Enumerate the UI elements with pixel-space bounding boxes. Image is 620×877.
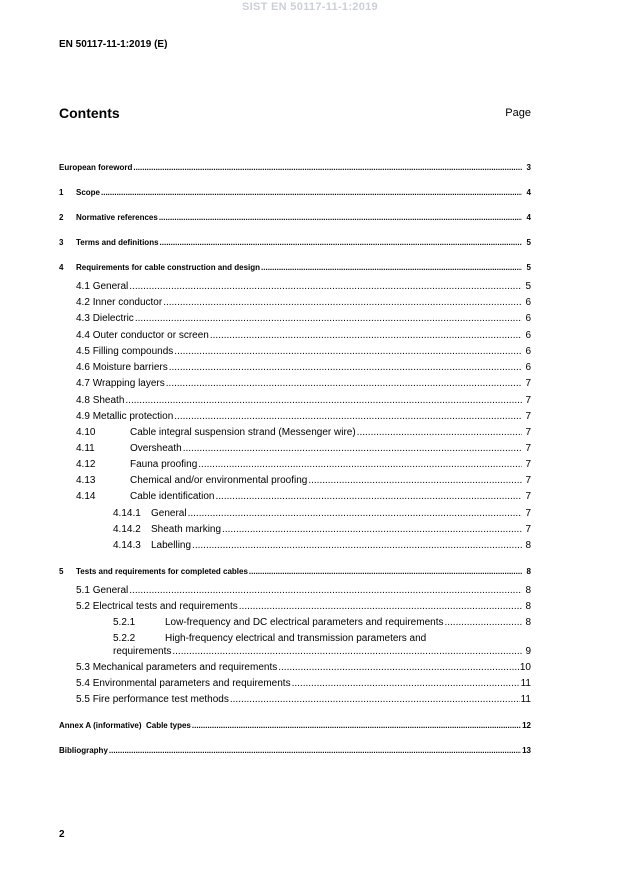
- toc-entry-title: Normative references: [76, 213, 158, 222]
- toc-entry-5-2-1[interactable]: [113, 617, 531, 629]
- dot-leader: [292, 678, 520, 690]
- toc-entry-title: Filling compounds: [92, 346, 174, 357]
- dot-leader: [169, 362, 522, 374]
- dot-leader: [239, 601, 522, 613]
- toc-entry-number: 4.7: [76, 378, 90, 389]
- toc-entry-number: 5.3: [76, 662, 90, 673]
- dot-leader: [192, 720, 521, 732]
- toc-entry-title: Sheath marking: [151, 524, 222, 535]
- toc-entry-5-1[interactable]: [76, 585, 531, 597]
- toc-entry-number: 4.4: [76, 330, 90, 341]
- toc-entry-title: Outer conductor or screen: [92, 330, 209, 341]
- toc-entry-page: 7: [525, 475, 531, 486]
- toc-entry-5-4[interactable]: [76, 678, 531, 690]
- toc-entry-number: 4.14.3: [113, 540, 141, 551]
- toc-entry-page: 5: [526, 263, 531, 272]
- toc-entry-number: 5.2.2: [113, 633, 136, 644]
- toc-entry-page: 7: [525, 524, 531, 535]
- toc-entry-4-10[interactable]: [76, 427, 531, 439]
- toc-entry-number: 4.13: [76, 475, 96, 486]
- toc-entry-number: 4.14.1: [113, 508, 141, 519]
- toc-entry-4-2[interactable]: [76, 297, 531, 309]
- dot-leader: [249, 566, 522, 578]
- toc-entry-number: 5: [59, 567, 64, 576]
- toc-entry-page: 7: [525, 378, 531, 389]
- toc-entry-title: Mechanical parameters and requirements: [92, 662, 278, 673]
- toc-entry-terms-and-definitions[interactable]: [59, 237, 531, 249]
- dot-leader: [216, 491, 523, 503]
- toc-entry-4-9[interactable]: [76, 411, 531, 423]
- toc-entry-number: 1: [59, 188, 64, 197]
- dot-leader: [163, 297, 522, 309]
- dot-leader: [135, 313, 522, 325]
- toc-entry-page: 8: [526, 567, 531, 576]
- toc-entry-page: 4: [526, 188, 531, 197]
- toc-entry-page: 7: [525, 443, 531, 454]
- toc-entry-title: Cable integral suspension strand (Messenger wire): [130, 427, 356, 438]
- toc-entry-4-6[interactable]: [76, 362, 531, 374]
- toc-entry-title: Requirements for cable construction and design: [76, 263, 261, 272]
- toc-entry-4-5[interactable]: [76, 346, 531, 358]
- toc-entry-page: 13: [522, 746, 531, 755]
- toc-entry-page: 7: [525, 395, 531, 406]
- toc-entry-number: 4.2: [76, 297, 90, 308]
- toc-entry-5-2[interactable]: [76, 601, 531, 613]
- toc-entry-page: 6: [525, 330, 531, 341]
- toc-entry-page: 4: [526, 213, 531, 222]
- toc-entry-title: Electrical tests and requirements: [92, 601, 238, 612]
- dot-leader: [230, 694, 520, 706]
- dot-leader: [444, 617, 522, 629]
- toc-entry-page: 9: [525, 646, 531, 657]
- dot-leader: [198, 459, 522, 471]
- toc-entry-title: Moisture barriers: [92, 362, 168, 373]
- toc-entry-page: 7: [525, 491, 531, 502]
- toc-entry-title: Sheath: [92, 395, 125, 406]
- toc-entry-page: 7: [525, 427, 531, 438]
- toc-entry-page: 11: [520, 678, 531, 689]
- dot-leader: [109, 745, 521, 757]
- dot-leader: [129, 281, 522, 293]
- toc-entry-4-14-2[interactable]: [113, 524, 531, 536]
- toc-entry-number: 4.14: [76, 491, 96, 502]
- dot-leader: [159, 212, 522, 224]
- toc-entry-page: 6: [525, 297, 531, 308]
- dot-leader: [160, 237, 522, 249]
- toc-entry-title: Bibliography: [59, 746, 108, 755]
- dot-leader: [222, 524, 522, 536]
- toc-entry-4-1[interactable]: [76, 281, 531, 293]
- toc-entry-number: 4.10: [76, 427, 96, 438]
- dot-leader: [308, 475, 522, 487]
- dot-leader: [278, 662, 519, 674]
- toc-entry-european-foreword[interactable]: [59, 162, 531, 174]
- toc-entry-page: 5: [525, 281, 531, 292]
- toc-entry-page: 7: [525, 508, 531, 519]
- toc-entry-4-13[interactable]: [76, 475, 531, 487]
- toc-entry-title: Cable identification: [130, 491, 215, 502]
- toc-entry-number: 4.14.2: [113, 524, 141, 535]
- toc-entry-title: Chemical and/or environmental proofing: [130, 475, 308, 486]
- toc-entry-requirements-construction[interactable]: [59, 262, 531, 274]
- dot-leader: [125, 395, 522, 407]
- dot-leader: [129, 585, 522, 597]
- toc-entry-5-5[interactable]: [76, 694, 531, 706]
- toc-entry-5-2-2-first-line[interactable]: [113, 633, 426, 645]
- toc-entry-page: 6: [525, 313, 531, 324]
- toc-entry-title: General: [151, 508, 187, 519]
- watermark: SIST EN 50117-11-1:2019: [242, 1, 378, 13]
- toc-entry-number: 5.2: [76, 601, 90, 612]
- toc-entry-tests-and-requirements[interactable]: [59, 566, 531, 578]
- toc-entry-number: 5.2.1: [113, 617, 136, 628]
- toc-entry-5-2-2[interactable]: [113, 646, 531, 658]
- toc-entry-title: High-frequency electrical and transmission parameters and: [165, 633, 427, 644]
- dot-leader: [192, 540, 522, 552]
- toc-entry-number: 4.3: [76, 313, 90, 324]
- toc-entry-number: 4.5: [76, 346, 90, 357]
- toc-entry-title: Environmental parameters and requirements: [92, 678, 291, 689]
- dot-leader: [183, 443, 522, 455]
- toc-entry-title: Terms and definitions: [76, 238, 159, 247]
- toc-entry-title: General: [92, 281, 129, 292]
- toc-entry-page: 8: [525, 540, 531, 551]
- toc-entry-number: 3: [59, 238, 64, 247]
- toc-entry-page: 7: [525, 459, 531, 470]
- toc-entry-number: 5.1: [76, 585, 90, 596]
- toc-entry-number: 4.12: [76, 459, 96, 470]
- toc-entry-page: 7: [525, 411, 531, 422]
- toc-entry-title-continued: requirements: [113, 646, 172, 657]
- toc-entry-page: 6: [525, 362, 531, 373]
- toc-entry-page: 12: [522, 721, 531, 730]
- document-id: EN 50117-11-1:2019 (E): [59, 39, 168, 50]
- toc-entry-title: Fire performance test methods: [92, 694, 229, 705]
- toc-entry-title: Fauna proofing: [130, 459, 198, 470]
- toc-entry-page: 6: [525, 346, 531, 357]
- toc-entry-annex-a[interactable]: [59, 720, 531, 732]
- dot-leader: [133, 162, 522, 174]
- toc-entry-title: Oversheath: [130, 443, 182, 454]
- toc-entry-title: Inner conductor: [92, 297, 163, 308]
- toc-entry-number: 4.1: [76, 281, 90, 292]
- toc-entry-page: 5: [526, 238, 531, 247]
- toc-entry-4-12[interactable]: [76, 459, 531, 471]
- toc-entry-number: 5.5: [76, 694, 90, 705]
- toc-entry-page: 10: [519, 662, 531, 673]
- toc-entry-number: 5.4: [76, 678, 90, 689]
- dot-leader: [188, 508, 522, 520]
- toc-entry-bibliography[interactable]: [59, 745, 531, 757]
- toc-entry-4-11[interactable]: [76, 443, 531, 455]
- toc-entry-4-3[interactable]: [76, 313, 531, 325]
- toc-entry-page: 8: [525, 617, 531, 628]
- toc-entry-title: Low-frequency and DC electrical parameters and requirements: [165, 617, 444, 628]
- toc-entry-title: Labelling: [151, 540, 192, 551]
- toc-entry-page: 11: [520, 694, 531, 705]
- toc-entry-number: 4.6: [76, 362, 90, 373]
- toc-entry-page: 8: [525, 601, 531, 612]
- toc-entry-4-14-3[interactable]: [113, 540, 531, 552]
- toc-entry-number: 4.8: [76, 395, 90, 406]
- toc-entry-4-8[interactable]: [76, 395, 531, 407]
- toc-entry-title: General: [92, 585, 129, 596]
- toc-entry-4-7[interactable]: [76, 378, 531, 390]
- dot-leader: [210, 330, 522, 342]
- dot-leader: [174, 411, 522, 423]
- dot-leader: [172, 646, 522, 658]
- toc-entry-scope[interactable]: [59, 187, 531, 199]
- toc-entry-number: 4.9: [76, 411, 90, 422]
- toc-entry-number: 4.11: [76, 443, 95, 454]
- toc-entry-normative-references[interactable]: [59, 212, 531, 224]
- toc-entry-title: Tests and requirements for completed cables: [76, 567, 248, 576]
- page-column-heading: Page: [505, 107, 531, 119]
- toc-entry-title: Annex A (informative) Cable types: [59, 721, 191, 730]
- toc-entry-4-14-1[interactable]: [113, 508, 531, 520]
- toc-entry-4-14[interactable]: [76, 491, 531, 503]
- toc-entry-page: 8: [525, 585, 531, 596]
- toc-entry-title: Dielectric: [92, 313, 134, 324]
- toc-entry-page: 3: [526, 163, 531, 172]
- contents-title: Contents: [59, 105, 120, 121]
- dot-leader: [166, 378, 522, 390]
- toc-entry-title: Metallic protection: [92, 411, 174, 422]
- dot-leader: [261, 262, 522, 274]
- toc-entry-title: Wrapping layers: [92, 378, 165, 389]
- toc-entry-title: Scope: [76, 188, 101, 197]
- toc-entry-number: 2: [59, 213, 64, 222]
- toc-entry-5-3[interactable]: [76, 662, 531, 674]
- dot-leader: [357, 427, 522, 439]
- toc-entry-4-4[interactable]: [76, 330, 531, 342]
- dot-leader: [101, 187, 522, 199]
- page-number: 2: [59, 829, 65, 840]
- dot-leader: [174, 346, 522, 358]
- toc-entry-title: European foreword: [59, 163, 133, 172]
- toc-entry-number: 4: [59, 263, 64, 272]
